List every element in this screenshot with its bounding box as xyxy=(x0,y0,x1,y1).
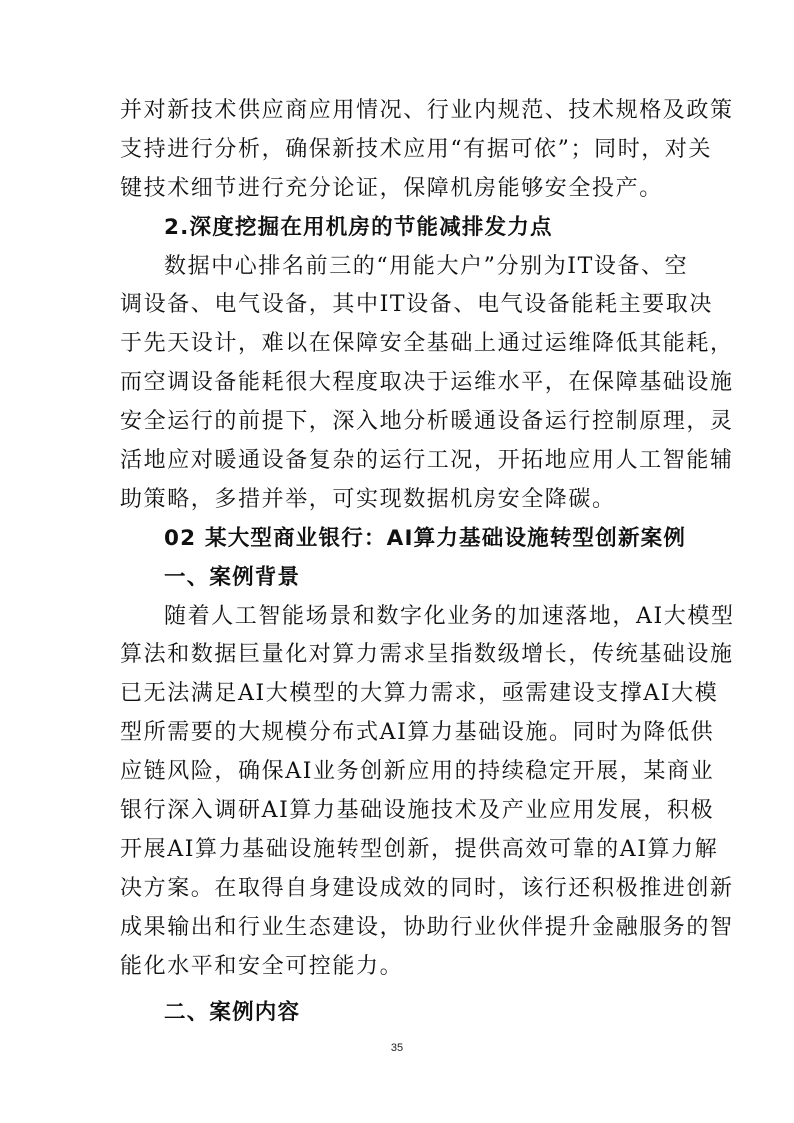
body-line: 算法和数据巨量化对算力需求呈指数级增长，传统基础设施 xyxy=(120,642,734,668)
body-line: 应链风险，确保AI业务创新应用的持续稳定开展，某商业 xyxy=(120,759,715,785)
section-heading-case-content: 二、案例内容 xyxy=(164,1000,301,1026)
body-line: 活地应对暖通设备复杂的运行工况，开拓地应用人工智能辅 xyxy=(120,448,734,474)
body-line: 数据中心排名前三的“用能大户”分别为IT设备、空 xyxy=(164,253,689,279)
body-line: 决方案。在取得自身建设成效的同时，该行还积极推进创新 xyxy=(120,875,734,901)
body-line: 开展AI算力基础设施转型创新，提供高效可靠的AI算力解 xyxy=(120,836,719,862)
body-line: 型所需要的大规模分布式AI算力基础设施。同时为降低供 xyxy=(120,720,715,746)
case-title-heading: 02 某大型商业银行：AI算力基础设施转型创新案例 xyxy=(164,525,687,551)
page-number: 35 xyxy=(390,1042,404,1054)
body-line: 随着人工智能场景和数字化业务的加速落地，AI大模型 xyxy=(164,603,735,629)
body-line: 调设备、电气设备，其中IT设备、电气设备能耗主要取决 xyxy=(120,292,713,318)
section-heading-case-background: 一、案例背景 xyxy=(164,564,301,590)
body-line: 支持进行分析，确保新技术应用“有据可依”；同时，对关 xyxy=(120,136,713,162)
body-line: 键技术细节进行充分论证，保障机房能够安全投产。 xyxy=(120,175,663,201)
body-line: 助策略，多措并举，可实现数据机房安全降碳。 xyxy=(120,486,616,512)
body-line: 于先天设计，难以在保障安全基础上通过运维降低其能耗， xyxy=(120,331,734,357)
body-line: 并对新技术供应商应用情况、行业内规范、技术规格及政策 xyxy=(120,98,734,123)
section-heading-energy-saving: 2.深度挖掘在用机房的节能减排发力点 xyxy=(164,214,553,240)
body-line: 安全运行的前提下，深入地分析暖通设备运行控制原理，灵 xyxy=(120,409,734,435)
body-line: 能化水平和安全可控能力。 xyxy=(120,953,404,979)
body-line: 成果输出和行业生态建设，协助行业伙伴提升金融服务的智 xyxy=(120,914,734,940)
body-line: 而空调设备能耗很大程度取决于运维水平，在保障基础设施 xyxy=(120,370,734,396)
body-line: 银行深入调研AI算力基础设施技术及产业应用发展，积极 xyxy=(120,798,715,824)
document-body xyxy=(120,92,735,1033)
body-line: 已无法满足AI大模型的大算力需求，亟需建设支撑AI大模 xyxy=(120,681,719,707)
